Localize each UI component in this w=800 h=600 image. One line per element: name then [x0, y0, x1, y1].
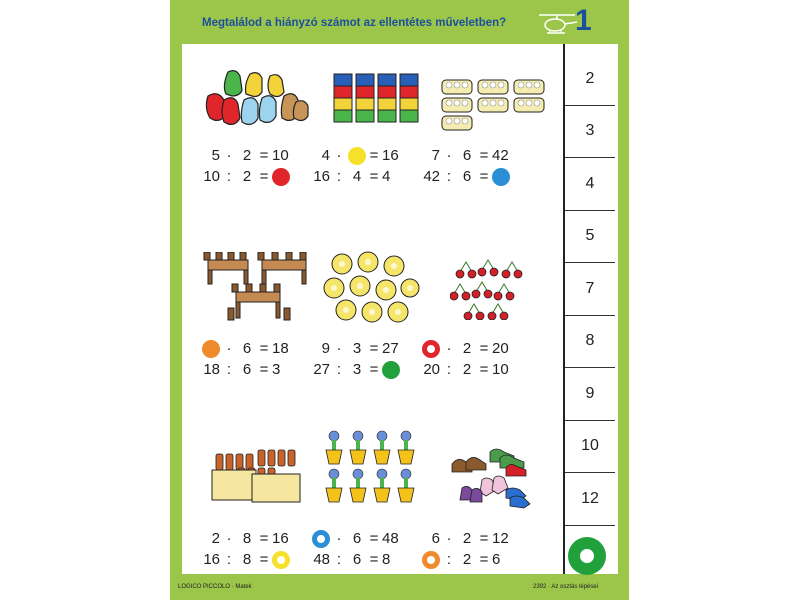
- equals-sign: =: [369, 339, 379, 357]
- operand: 10: [203, 167, 220, 185]
- equals-sign: =: [369, 360, 379, 378]
- operand: 8: [242, 550, 252, 568]
- multiplication-row: [190, 145, 310, 166]
- result: 4: [382, 167, 391, 185]
- equation-group: [410, 145, 530, 187]
- operator: :: [336, 360, 342, 378]
- operator: :: [226, 360, 232, 378]
- operator: ·: [336, 339, 342, 357]
- operand: 2: [211, 529, 220, 547]
- operator: ·: [226, 529, 232, 547]
- equals-sign: =: [369, 167, 379, 185]
- operand: 3: [352, 339, 362, 357]
- multiplication-row: [410, 338, 530, 359]
- result: 12: [492, 529, 509, 547]
- equals-sign: =: [479, 167, 489, 185]
- operand: 7: [431, 146, 440, 164]
- answer-cell[interactable]: 10: [565, 421, 615, 474]
- answer-cell[interactable]: 4: [565, 158, 615, 211]
- division-row: [410, 166, 530, 187]
- operand: 2: [242, 146, 252, 164]
- operand: 18: [203, 360, 220, 378]
- equation-group: [300, 145, 420, 187]
- multiplication-row: [190, 528, 310, 549]
- equation-group: [190, 338, 310, 380]
- answer-cell[interactable]: 7: [565, 263, 615, 316]
- operator: ·: [226, 339, 232, 357]
- answer-cell[interactable]: 8: [565, 316, 615, 369]
- answer-cell[interactable]: 9: [565, 368, 615, 421]
- operator: ·: [336, 146, 342, 164]
- equals-sign: =: [479, 360, 489, 378]
- equation-group: [190, 145, 310, 187]
- red-dot-marker: [272, 168, 290, 186]
- operand: 6: [242, 360, 252, 378]
- answer-cell[interactable]: 3: [565, 106, 615, 159]
- answer-cell[interactable]: 2: [565, 53, 615, 106]
- page-title: Megtalálod a hiányzó számot az ellentétes műveletben?: [202, 17, 507, 29]
- operand: 4: [321, 146, 330, 164]
- shoes-icon: [448, 444, 534, 510]
- result: 27: [382, 339, 399, 357]
- result: 48: [382, 529, 399, 547]
- division-row: [300, 166, 420, 187]
- cherries-icon: [450, 258, 530, 320]
- operand: 20: [423, 360, 440, 378]
- operand: 42: [423, 167, 440, 185]
- equals-sign: =: [259, 167, 269, 185]
- operand: 6: [431, 529, 440, 547]
- mittens-icon: [200, 66, 312, 132]
- division-row: [410, 549, 530, 570]
- operand: 4: [352, 167, 362, 185]
- division-row: [300, 359, 420, 380]
- operand: 48: [313, 550, 330, 568]
- equals-sign: =: [369, 146, 379, 164]
- operator: :: [446, 167, 452, 185]
- division-row: [190, 166, 310, 187]
- operand: 16: [203, 550, 220, 568]
- multiplication-row: [300, 338, 420, 359]
- result: 16: [272, 529, 289, 547]
- equals-sign: =: [259, 550, 269, 568]
- operand: 2: [462, 550, 472, 568]
- equation-group: [410, 338, 530, 380]
- equation-group: [300, 338, 420, 380]
- division-row: [410, 359, 530, 380]
- result: 6: [492, 550, 501, 568]
- operator: :: [446, 360, 452, 378]
- answer-column: [565, 53, 615, 526]
- result: 8: [382, 550, 391, 568]
- orange-ring-marker: [422, 551, 440, 569]
- answer-cell[interactable]: 12: [565, 473, 615, 526]
- equation-group: [190, 528, 310, 570]
- blue-dot-marker: [492, 168, 510, 186]
- operator: ·: [446, 339, 452, 357]
- yellow-dot-marker: [348, 147, 366, 165]
- operand: 16: [313, 167, 330, 185]
- division-row: [190, 359, 310, 380]
- operand: 2: [242, 167, 252, 185]
- operand: 2: [462, 339, 472, 357]
- equals-sign: =: [479, 550, 489, 568]
- operand: 6: [352, 550, 362, 568]
- operator: :: [336, 550, 342, 568]
- equals-sign: =: [369, 529, 379, 547]
- equals-sign: =: [259, 529, 269, 547]
- blue-ring-marker: [312, 530, 330, 548]
- helicopter-icon: [535, 11, 579, 37]
- operator: ·: [336, 529, 342, 547]
- operator: :: [336, 167, 342, 185]
- equals-sign: =: [259, 339, 269, 357]
- footer-brand: LOGICO PICCOLO · Matek: [178, 584, 252, 590]
- operand: 2: [462, 360, 472, 378]
- equals-sign: =: [479, 146, 489, 164]
- result: 10: [272, 146, 289, 164]
- equals-sign: =: [479, 339, 489, 357]
- operand: 9: [321, 339, 330, 357]
- lemon-slices-icon: [322, 250, 422, 326]
- egg-cartons-icon: [440, 78, 546, 134]
- equation-group: [410, 528, 530, 570]
- division-row: [300, 549, 420, 570]
- footer-card-id: 2392 · Az osztás lépései: [533, 584, 599, 590]
- equals-sign: =: [259, 146, 269, 164]
- flower-pots-icon: [322, 430, 422, 506]
- equals-sign: =: [369, 550, 379, 568]
- operator: :: [226, 167, 232, 185]
- result: 10: [492, 360, 509, 378]
- result: 20: [492, 339, 509, 357]
- multiplication-row: [410, 528, 530, 549]
- tables-chairs-icon: [200, 252, 320, 324]
- green-dot-marker: [382, 361, 400, 379]
- operand: 6: [462, 146, 472, 164]
- operator: ·: [226, 146, 232, 164]
- multiplication-row: [300, 145, 420, 166]
- operator: :: [226, 550, 232, 568]
- result: 18: [272, 339, 289, 357]
- operand: 6: [242, 339, 252, 357]
- yellow-ring-marker: [272, 551, 290, 569]
- operand: 6: [352, 529, 362, 547]
- equation-group: [300, 528, 420, 570]
- multiplication-row: [190, 338, 310, 359]
- result: 16: [382, 146, 399, 164]
- result: 42: [492, 146, 509, 164]
- crates-bottles-icon: [208, 448, 304, 506]
- operand: 8: [242, 529, 252, 547]
- operand: 27: [313, 360, 330, 378]
- orange-dot-marker: [202, 340, 220, 358]
- equals-sign: =: [479, 529, 489, 547]
- operand: 2: [462, 529, 472, 547]
- color-blocks-icon: [332, 72, 422, 128]
- operand: 5: [211, 146, 220, 164]
- division-row: [190, 549, 310, 570]
- card-number: 1: [575, 4, 592, 37]
- red-ring-marker: [422, 340, 440, 358]
- operand: 3: [352, 360, 362, 378]
- equals-sign: =: [259, 360, 269, 378]
- operator: ·: [446, 146, 452, 164]
- operator: ·: [446, 529, 452, 547]
- multiplication-row: [410, 145, 530, 166]
- multiplication-row: [300, 528, 420, 549]
- operator: :: [446, 550, 452, 568]
- answer-cell[interactable]: 5: [565, 211, 615, 264]
- result: 3: [272, 360, 281, 378]
- operand: 6: [462, 167, 472, 185]
- green-ring-badge: [568, 537, 606, 575]
